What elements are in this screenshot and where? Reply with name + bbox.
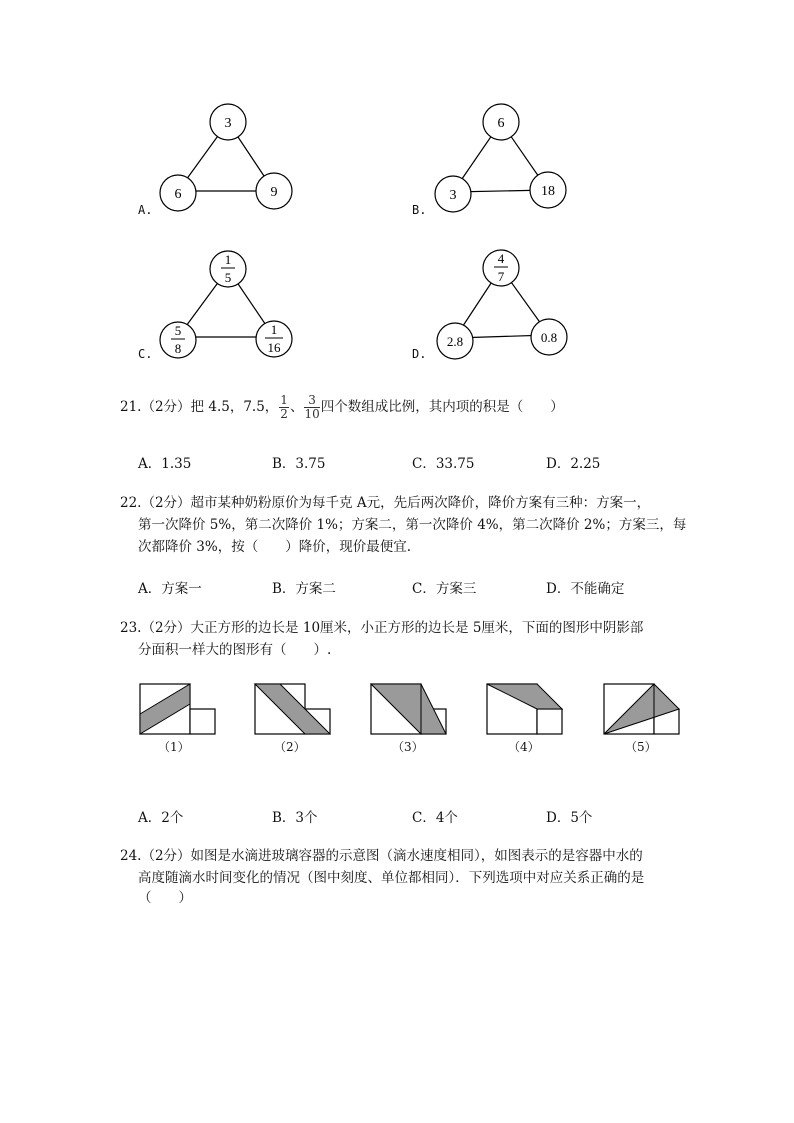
stem-part1: 21.（2分）把 4.5，7.5，: [120, 399, 279, 415]
node-left-den: 8: [174, 341, 182, 356]
q22-option-d[interactable]: D．不能确定: [546, 581, 625, 597]
figure-label-3: （3）: [392, 740, 424, 754]
q23-option-d[interactable]: D．5个: [546, 810, 593, 826]
question-24-line-2: 高度随滴水时间变化的情况（图中刻度、单位都相同）．下列选项中对应关系正确的是: [138, 870, 645, 886]
triangle-figure-a: [130, 95, 310, 220]
figure-4: [487, 684, 562, 734]
node-right: 18: [541, 184, 555, 199]
node-left: 2.8: [446, 334, 464, 349]
node-right-den: 16: [267, 340, 281, 355]
node-top-num: 4: [497, 251, 505, 266]
q22-option-b[interactable]: B．方案二: [272, 581, 336, 597]
question-22-line-3: 次都降价 3%，按（ ）降价，现价最便宜.: [138, 539, 411, 555]
q21-option-a[interactable]: A．1.35: [138, 456, 192, 472]
q21-option-b[interactable]: B．3.75: [272, 456, 326, 472]
node-top-den: 5: [224, 270, 232, 285]
question-21-stem: [120, 394, 564, 421]
option-d-label: D.: [412, 347, 427, 361]
figure-1: [140, 684, 215, 734]
figure-label-5: （5）: [625, 740, 657, 754]
node-right: 0.8: [540, 330, 558, 345]
node-left-num: 5: [174, 323, 182, 338]
question-22-line-2: 第一次降价 5%，第二次降价 1%；方案二，第一次降价 4%，第二次降价 2%；方案三，每: [138, 517, 687, 533]
figure-2: [255, 684, 330, 734]
node-top: 6: [497, 116, 505, 131]
question-23-line-2: 分面积一样大的图形有（ ）.: [138, 642, 332, 658]
q23-option-a[interactable]: A．2个: [138, 810, 184, 826]
node-top: 3: [224, 116, 232, 131]
figure-label-4: （4）: [508, 740, 540, 754]
question-24-line-1: 24.（2分）如图是水滴进玻璃容器的示意图（滴水速度相同），如图表示的是容器中水的: [120, 848, 643, 864]
node-top-den: 7: [497, 269, 505, 284]
figure-label-1: （1）: [158, 740, 190, 754]
node-top-num: 1: [224, 252, 232, 267]
triangle-figure-d: [405, 245, 585, 370]
triangle-figure-c: [130, 245, 310, 370]
stem-part2: 四个数组成比例，其内项的积是（ ）: [320, 399, 564, 415]
question-23-line-1: 23.（2分）大正方形的边长是 10厘米，小正方形的边长是 5厘米，下面的图形中阴影部: [120, 620, 644, 636]
question-24-line-3: （ ）: [138, 890, 192, 906]
node-right: 9: [270, 185, 278, 200]
q21-option-d[interactable]: D．2.25: [546, 456, 601, 472]
node-left: 3: [449, 188, 457, 203]
q23-option-b[interactable]: B．3个: [272, 810, 318, 826]
q23-option-c[interactable]: C．4个: [412, 810, 458, 826]
triangle-figure-b: [405, 95, 585, 220]
figure-3: [371, 684, 446, 734]
option-b-label: B.: [412, 203, 427, 217]
fraction-1: $\frac{1}{2}$: [280, 393, 288, 421]
option-a-label: A.: [138, 203, 153, 217]
q21-option-c[interactable]: C．33.75: [412, 456, 475, 472]
option-c-label: C.: [138, 347, 153, 361]
figure-5: [604, 684, 679, 734]
fraction-2: $\frac{3}{10}$: [304, 393, 320, 421]
separator: 、: [289, 399, 304, 415]
q22-option-a[interactable]: A．方案一: [138, 581, 202, 597]
figure-label-2: （2）: [274, 740, 306, 754]
node-left: 6: [174, 187, 182, 202]
q22-option-c[interactable]: C．方案三: [412, 581, 477, 597]
node-right-num: 1: [270, 322, 278, 337]
question-22-line-1: 22.（2分）超市某种奶粉原价为每千克 A元，先后两次降价，降价方案有三种：方案一，: [120, 495, 651, 511]
